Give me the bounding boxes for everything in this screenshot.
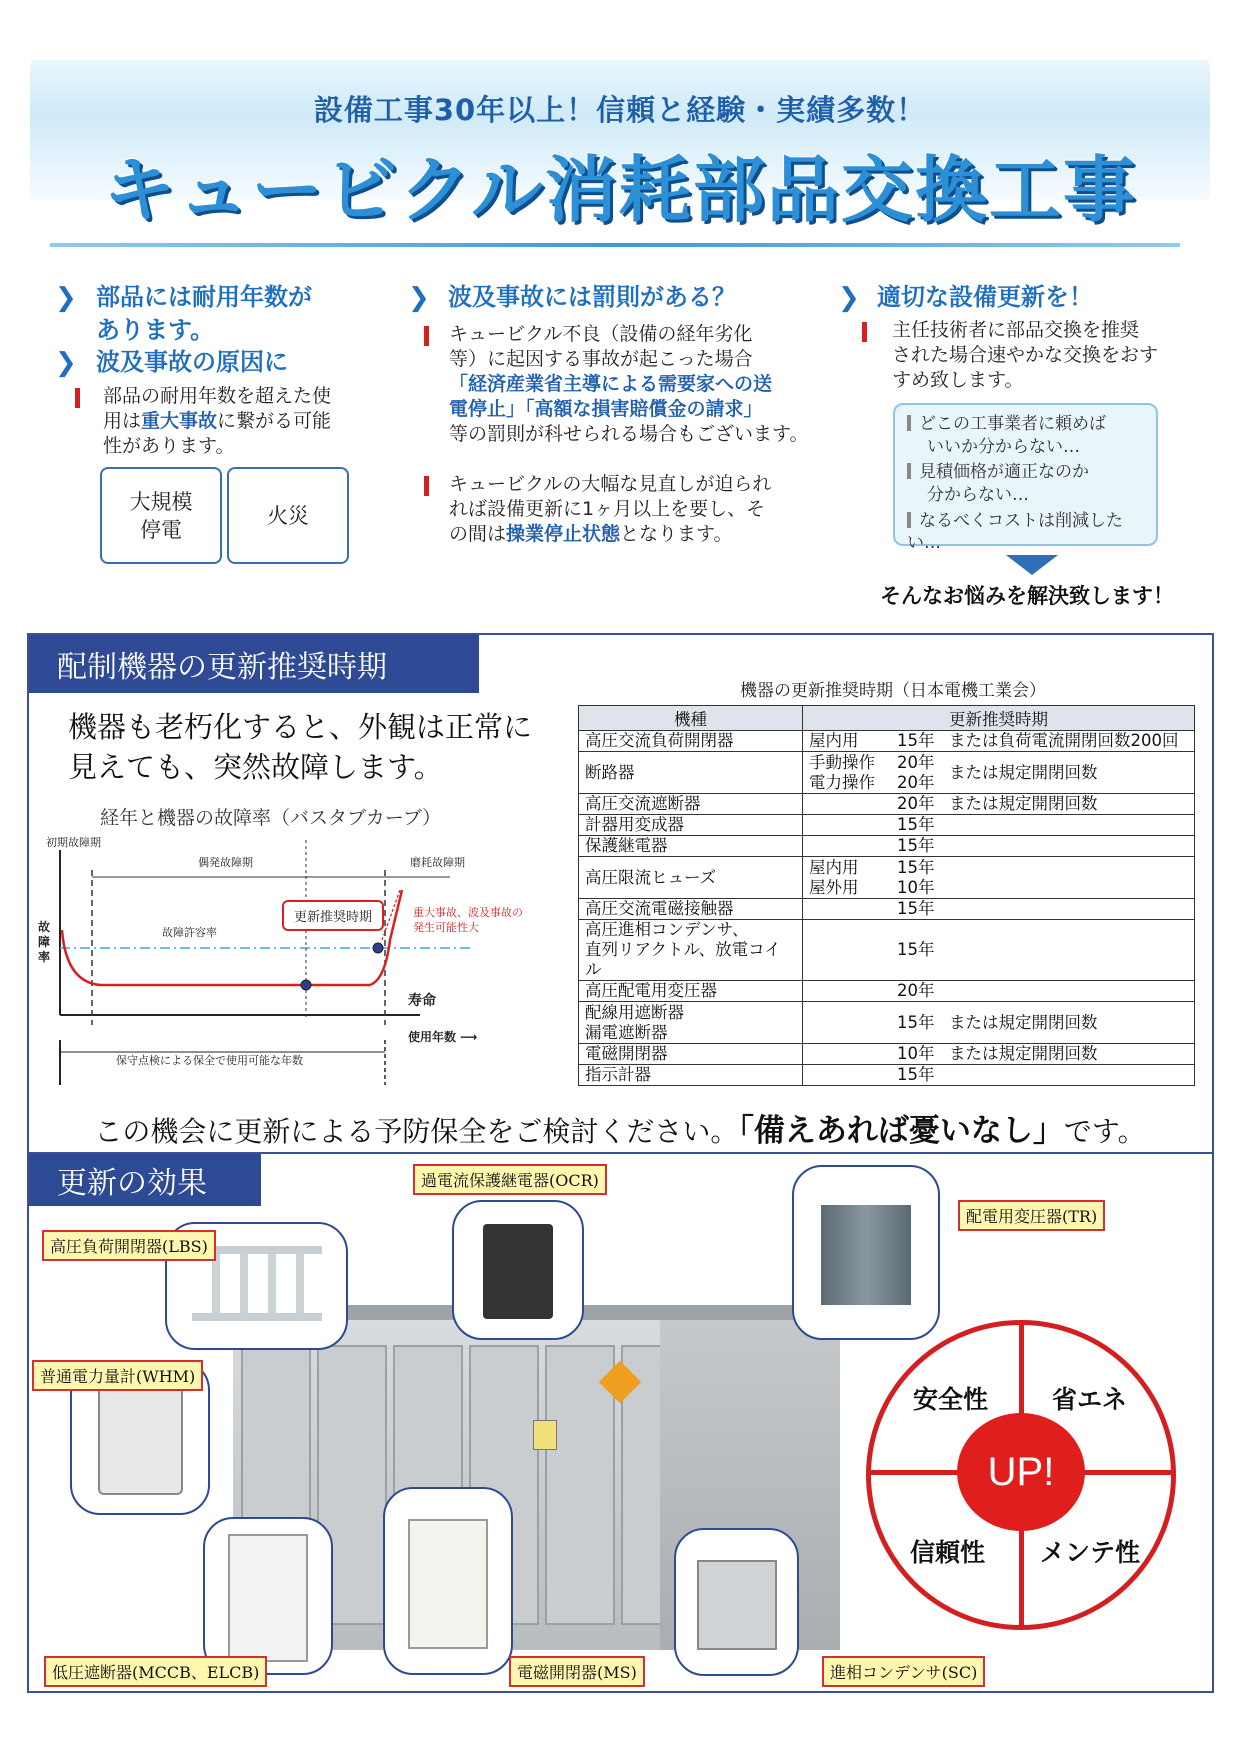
period-note: または負荷電流開閉回数200回 — [949, 731, 1179, 750]
replacement-period: 15年 — [803, 815, 1195, 836]
period-note: または規定開閉回数 — [949, 1044, 1098, 1063]
phase-random: 偶発故障期 — [198, 856, 253, 869]
bathtub-curve-title: 経年と機器の故障率（バスタブカーブ） — [100, 807, 442, 829]
equipment-name: 計器用変成器 — [579, 815, 803, 836]
red-bar-marker — [424, 326, 429, 346]
down-arrow-icon — [1006, 555, 1058, 575]
bathtub-curve-chart — [40, 830, 600, 1090]
table-row — [579, 920, 1195, 981]
header-divider — [50, 243, 1180, 247]
table-row — [579, 1002, 1195, 1044]
replacement-period: 15年 — [803, 836, 1195, 857]
replacement-period: 屋内用 15年 屋外用 10年 — [803, 857, 1195, 899]
equipment-name: 高圧配電用変圧器 — [579, 981, 803, 1002]
motto: この機会に更新による予防保全をご検討ください。「備えあれば憂いなし」です。 — [94, 1113, 1146, 1149]
table-row — [579, 752, 1195, 794]
replacement-period: 手動操作 20年 電力操作 20年 または規定開閉回数 — [803, 752, 1195, 794]
table-row — [579, 731, 1195, 752]
col2-heading: 波及事故には罰則がある？ — [448, 283, 736, 311]
y-axis-label: 故障率 — [38, 920, 51, 964]
sc-label: 進相コンデンサ(SC) — [822, 1656, 985, 1687]
usable-period-label: 保守点検による保全で使用可能な年数 — [116, 1054, 303, 1067]
equipment-name: 高圧進相コンデンサ、 直列リアクトル、放電コイル — [579, 920, 803, 981]
ocr-label: 過電流保護継電器(OCR) — [413, 1164, 607, 1195]
replacement-period: 15年 — [803, 920, 1195, 981]
section1-heading: 配制機器の更新推奨時期 — [29, 635, 479, 693]
equipment-name: 高圧交流遮断器 — [579, 794, 803, 815]
phase-wearout: 磨耗故障期 — [410, 856, 465, 869]
mccb-bubble — [203, 1517, 333, 1675]
period-note: または規定開閉回数 — [949, 762, 1098, 782]
table-row — [579, 815, 1195, 836]
col3-paragraph: 主任技術者に部品交換を推奨 された場合速やかな交換をおす すめ致します。 — [892, 319, 1159, 391]
risk-box-blackout: 大規模 停電 — [100, 467, 222, 564]
equipment-name: 高圧限流ヒューズ — [579, 857, 803, 899]
replacement-period: 20年 — [803, 981, 1195, 1002]
mccb-label: 低圧遮断器(MCCB、ELCB) — [44, 1656, 267, 1687]
worries-box: どこの工事業者に頼めば いいか分からない… 見積価格が適正なのか 分からない… なるべくコストは削減したい… — [893, 403, 1158, 546]
caution-label-icon — [533, 1420, 557, 1450]
whm-label: 普通電力量計(WHM) — [32, 1360, 203, 1391]
x-axis-label: 使用年数 ⟶ — [408, 1030, 478, 1044]
table-row — [579, 1065, 1195, 1086]
ms-label: 電磁開閉器(MS) — [509, 1656, 645, 1687]
table-row — [579, 899, 1195, 920]
period-note: または規定開閉回数 — [949, 1012, 1098, 1032]
quadrant-energy: 省エネ — [1052, 1385, 1128, 1414]
col1-paragraph: 部品の耐用年数を超えた使 用は重大事故に繋がる可能 性があります。 — [103, 385, 332, 457]
replacement-period: 屋内用 15年 または負荷電流開閉回数200回 — [803, 731, 1195, 752]
transformer-bubble — [792, 1165, 940, 1340]
equipment-name: 指示計器 — [579, 1065, 803, 1086]
col2-paragraph-1: キュービクル不良（設備の経年劣化 等）に起因する事故が起こった場合 「経済産業省主導による需要家への送 電停止」「高額な損害賠償金の請求」 等の罰則が科せられる場合もございます。 — [449, 323, 809, 445]
equipment-name: 高圧交流負荷開閉器 — [579, 731, 803, 752]
replacement-period: 15年 — [803, 1065, 1195, 1086]
red-bar-marker — [75, 388, 80, 408]
chevron-right-icon: ❯ — [408, 283, 430, 313]
col3-heading: 適切な設備更新を！ — [877, 283, 1093, 311]
lbs-label: 高圧負荷開閉器(LBS) — [42, 1230, 216, 1261]
life-label: 寿命 — [408, 993, 436, 1009]
table-row — [579, 794, 1195, 815]
solve-text: そんなお悩みを解決致します！ — [880, 584, 1174, 608]
equipment-name: 保護継電器 — [579, 836, 803, 857]
col1-heading-1: 部品には耐用年数が あります。 — [96, 283, 312, 344]
sc-bubble — [674, 1528, 799, 1676]
risk-box-fire: 火災 — [227, 467, 349, 564]
replacement-table — [578, 705, 1195, 1086]
quadrant-safety: 安全性 — [913, 1385, 989, 1414]
col1-heading-2: 波及事故の原因に — [96, 348, 288, 376]
chevron-right-icon: ❯ — [838, 283, 860, 313]
replacement-period: 15年 — [803, 899, 1195, 920]
table-title: 機器の更新推奨時期（日本電機工業会） — [740, 681, 1046, 701]
table-row — [579, 857, 1195, 899]
tr-label: 配電用変圧器(TR) — [958, 1200, 1105, 1231]
chevron-right-icon: ❯ — [55, 283, 77, 313]
phase-initial: 初期故障期 — [46, 836, 101, 849]
table-header: 更新推奨時期 — [803, 706, 1195, 731]
section2-heading: 更新の効果 — [29, 1154, 261, 1206]
table-header: 機種 — [579, 706, 803, 731]
red-bar-marker — [424, 476, 429, 496]
equipment-name: 配線用遮断器 漏電遮断器 — [579, 1002, 803, 1044]
ms-bubble — [383, 1487, 513, 1675]
replacement-period: 20年 または規定開閉回数 — [803, 794, 1195, 815]
replacement-period: 15年 または規定開閉回数 — [803, 1002, 1195, 1044]
replacement-period: 10年 または規定開閉回数 — [803, 1044, 1195, 1065]
table-row — [579, 981, 1195, 1002]
ocr-bubble — [452, 1200, 584, 1340]
period-note: または規定開閉回数 — [949, 794, 1098, 813]
danger-label: 重大事故、波及事故の 発生可能性大 — [413, 906, 523, 934]
recommend-label: 更新推奨時期 — [282, 900, 384, 931]
chevron-right-icon: ❯ — [55, 348, 77, 378]
section1-lead: 機器も老朽化すると、外観は正常に 見えても、突然故障します。 — [68, 710, 533, 784]
header-subtitle: 設備工事30年以上！信頼と経験・実績多数！ — [313, 93, 927, 127]
equipment-name: 断路器 — [579, 752, 803, 794]
up-badge: UP! — [957, 1413, 1085, 1531]
table-row — [579, 1044, 1195, 1065]
quadrant-reliability: 信頼性 — [910, 1538, 986, 1567]
equipment-name: 高圧交流電磁接触器 — [579, 899, 803, 920]
col2-paragraph-2: キュービクルの大幅な見直しが迫られ れば設備更新に1ヶ月以上を要し、そ の間は操業停止状態となります。 — [449, 473, 772, 545]
header-title: キュービクル消耗部品交換工事 — [103, 148, 1137, 232]
table-row — [579, 836, 1195, 857]
equipment-name: 電磁開閉器 — [579, 1044, 803, 1065]
red-bar-marker — [862, 322, 867, 342]
allowable-rate-label: 故障許容率 — [162, 926, 217, 939]
quadrant-maintenance: メンテ性 — [1040, 1538, 1141, 1567]
